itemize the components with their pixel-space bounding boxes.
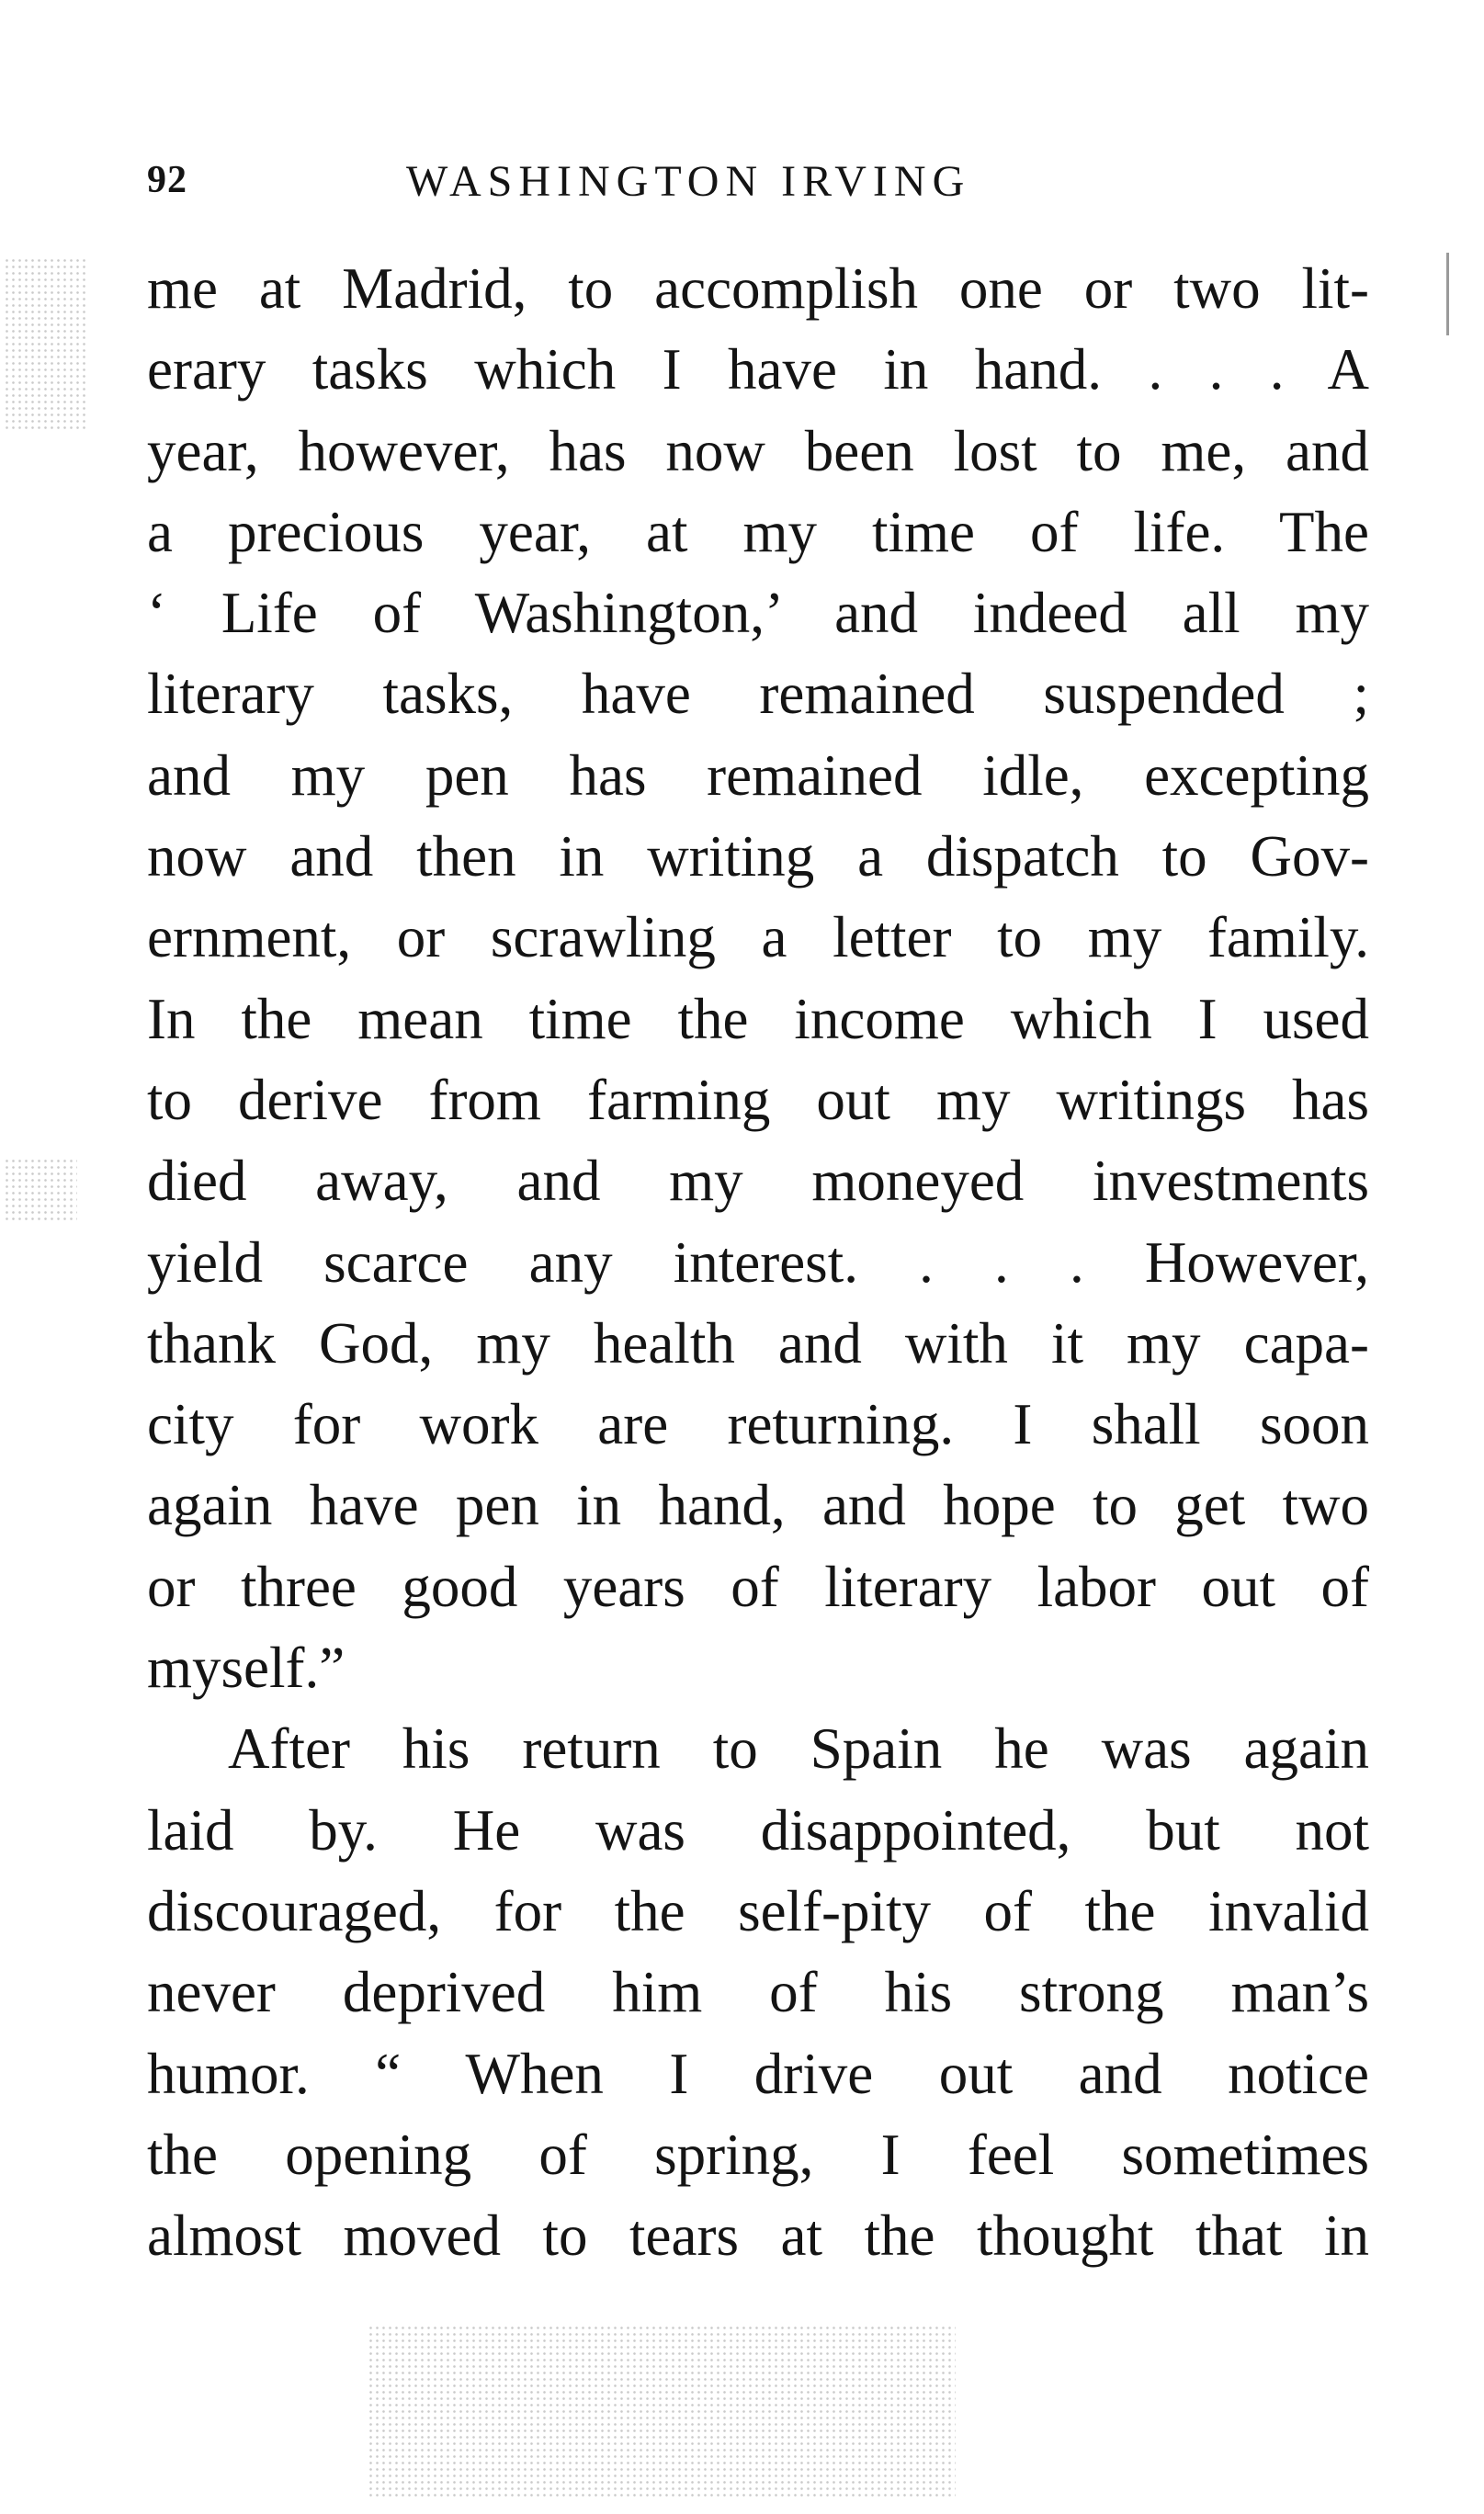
text-line: died away, and my moneyed investments xyxy=(147,1149,1369,1214)
text-line: humor. “ When I drive out and notice xyxy=(147,2041,1369,2106)
text-line: erary tasks which I have in hand. . . . A xyxy=(147,337,1369,402)
scan-speckle-bottom xyxy=(368,2325,956,2499)
text-line-paragraph-start: After his return to Spain he was again xyxy=(228,1716,1369,1782)
text-line: city for work are returning. I shall soon xyxy=(147,1392,1369,1457)
text-line: again have pen in hand, and hope to get two xyxy=(147,1473,1369,1538)
body-text xyxy=(147,248,1369,2276)
text-line: myself.” xyxy=(147,1636,346,1701)
page-number: 92 xyxy=(147,159,187,201)
text-line: ernment, or scrawling a letter to my family. xyxy=(147,905,1369,970)
text-line: yield scarce any interest. . . . However, xyxy=(147,1229,1369,1295)
text-line: almost moved to tears at the thought that in xyxy=(147,2203,1369,2269)
text-line: thank God, my health and with it my capa- xyxy=(147,1310,1369,1376)
text-line: ‘ Life of Washington,’ and indeed all my xyxy=(147,581,1369,646)
running-head: WASHINGTON IRVING xyxy=(406,157,971,206)
text-line: me at Madrid, to accomplish one or two lit- xyxy=(147,256,1369,321)
text-line: discouraged, for the self-pity of the invalid xyxy=(147,1878,1369,1943)
text-line: now and then in writing a dispatch to Gov- xyxy=(147,824,1369,889)
scan-speckle-left-mid xyxy=(4,1158,77,1222)
text-line: to derive from farming out my writings has xyxy=(147,1067,1369,1132)
text-line: the opening of spring, I feel sometimes xyxy=(147,2122,1369,2187)
text-line: literary tasks, have remained suspended ; xyxy=(147,662,1369,727)
text-line: In the mean time the income which I used xyxy=(147,986,1369,1051)
text-line: laid by. He was disappointed, but not xyxy=(147,1797,1369,1863)
text-line: and my pen has remained idle, excepting xyxy=(147,742,1369,808)
text-line: or three good years of literary labor out of xyxy=(147,1554,1369,1619)
text-line: year, however, has now been lost to me, and xyxy=(147,418,1369,483)
scan-speckle-left-top xyxy=(4,257,86,432)
text-line: never deprived him of his strong man’s xyxy=(147,1960,1369,2025)
text-line: a precious year, at my time of life. The xyxy=(147,499,1369,564)
scan-mark-right xyxy=(1446,253,1449,335)
page-header xyxy=(147,158,1378,213)
